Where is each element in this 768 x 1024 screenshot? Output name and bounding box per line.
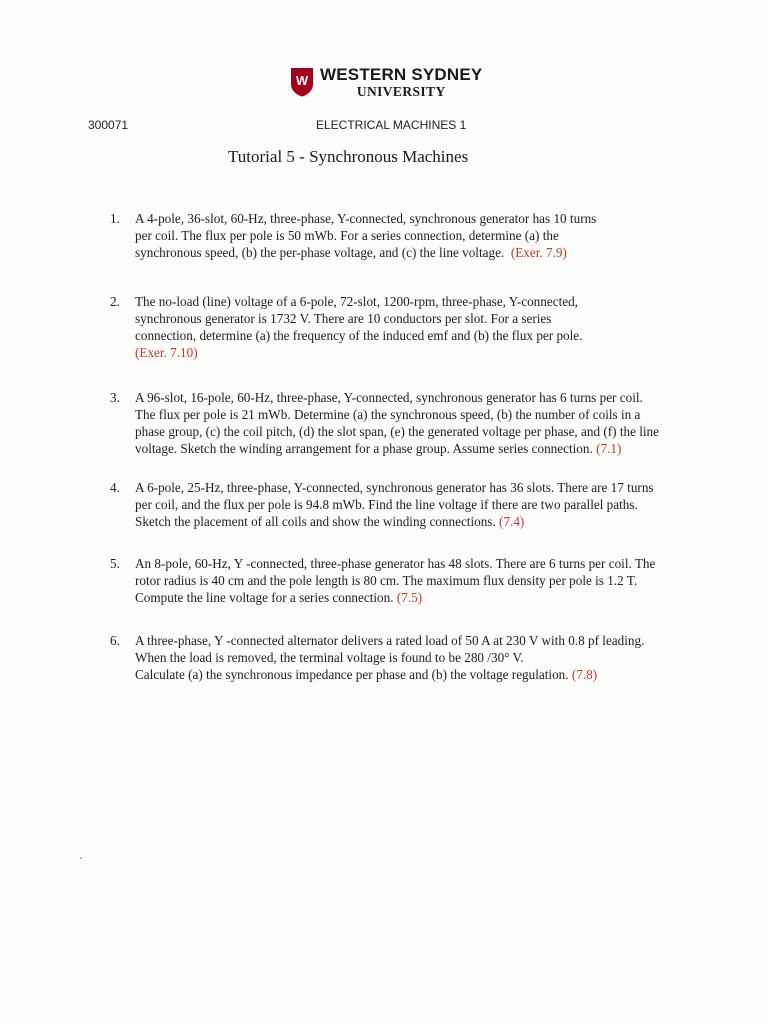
question-line: The flux per pole is 21 mWb. Determine (a) the synchronous speed, (b) the number of coils in a bbox=[135, 407, 641, 422]
question-5 bbox=[110, 555, 700, 606]
question-line: A 96-slot, 16-pole, 60-Hz, three-phase, Y-connected, synchronous generator has 6 turns per coil. bbox=[135, 390, 643, 405]
shield-logo-icon bbox=[290, 67, 314, 97]
question-4 bbox=[110, 479, 700, 530]
question-line: Sketch the placement of all coils and show the winding connections. bbox=[135, 514, 496, 529]
exercise-reference: (Exer. 7.10) bbox=[135, 345, 198, 360]
question-number: 6. bbox=[110, 633, 120, 648]
question-3 bbox=[110, 389, 700, 457]
question-number: 2. bbox=[110, 294, 120, 309]
unit-code: 300071 bbox=[88, 118, 129, 132]
question-line-last bbox=[135, 513, 700, 530]
university-logo bbox=[290, 66, 482, 100]
question-line: Compute the line voltage for a series connection. bbox=[135, 590, 394, 605]
tutorial-title: Tutorial 5 - Synchronous Machines bbox=[228, 147, 469, 166]
question-line: A three-phase, Y -connected alternator delivers a rated load of 50 A at 230 V with 0.8 pf leading. bbox=[135, 633, 645, 648]
question-line: synchronous generator is 1732 V. There are 10 conductors per slot. For a series bbox=[135, 311, 552, 326]
question-number: 5. bbox=[110, 556, 120, 571]
logo-wordmark bbox=[320, 66, 482, 100]
question-line: phase group, (c) the coil pitch, (d) the slot span, (e) the generated voltage per phase, and (f) the line bbox=[135, 424, 660, 439]
question-line: A 4-pole, 36-slot, 60-Hz, three-phase, Y-connected, synchronous generator has 10 turns bbox=[135, 211, 597, 226]
question-1 bbox=[110, 210, 700, 261]
exercise-reference: (7.5) bbox=[396, 590, 423, 605]
question-line: A 6-pole, 25-Hz, three-phase, Y-connected, synchronous generator has 36 slots. There are 17 turns bbox=[135, 480, 654, 495]
scan-speck bbox=[80, 857, 82, 859]
question-line: per coil, and the flux per pole is 94.8 mWb. Find the line voltage if there are two parallel paths. bbox=[135, 497, 638, 512]
question-line: The no-load (line) voltage of a 6-pole, 72-slot, 1200-rpm, three-phase, Y-connected, bbox=[135, 294, 578, 309]
question-text bbox=[135, 293, 700, 361]
question-line-last bbox=[135, 589, 700, 606]
question-text bbox=[135, 555, 700, 606]
question-number: 4. bbox=[110, 480, 120, 495]
question-number: 1. bbox=[110, 211, 120, 226]
question-6 bbox=[110, 632, 700, 683]
question-line: per coil. The flux per pole is 50 mWb. For a series connection, determine (a) the bbox=[135, 228, 559, 243]
course-name: ELECTRICAL MACHINES 1 bbox=[316, 118, 467, 132]
exercise-reference: (7.8) bbox=[571, 667, 598, 682]
svg-text:W: W bbox=[295, 73, 309, 88]
exercise-reference: (7.4) bbox=[499, 514, 525, 529]
question-line-last bbox=[135, 440, 700, 457]
question-line-last bbox=[135, 244, 700, 261]
question-line: rotor radius is 40 cm and the pole length is 80 cm. The maximum flux density per pole is 1.2 T. bbox=[135, 573, 638, 588]
question-line: An 8-pole, 60-Hz, Y -connected, three-phase generator has 48 slots. There are 6 turns per coil. The bbox=[135, 556, 656, 571]
logo-line-2: UNIVERSITY bbox=[356, 84, 446, 99]
question-text bbox=[135, 632, 700, 683]
question-text bbox=[135, 210, 700, 261]
question-line: connection, determine (a) the frequency of the induced emf and (b) the flux per pole. bbox=[135, 328, 583, 343]
question-text bbox=[135, 389, 700, 457]
question-line: synchronous speed, (b) the per-phase voltage, and (c) the line voltage. bbox=[135, 245, 505, 260]
question-number: 3. bbox=[110, 390, 120, 405]
question-text bbox=[135, 479, 700, 530]
question-line: voltage. Sketch the winding arrangement for a phase group. Assume series connection. bbox=[135, 441, 593, 456]
exercise-reference: (7.1) bbox=[596, 441, 622, 456]
exercise-reference: (Exer. 7.9) bbox=[510, 245, 567, 260]
question-line: Calculate (a) the synchronous impedance per phase and (b) the voltage regulation. bbox=[135, 667, 569, 682]
question-2 bbox=[110, 293, 700, 361]
question-line-last bbox=[135, 666, 700, 683]
logo-line-1: WESTERN SYDNEY bbox=[320, 65, 483, 84]
question-line: When the load is removed, the terminal voltage is found to be 280 /30° V. bbox=[135, 650, 524, 665]
